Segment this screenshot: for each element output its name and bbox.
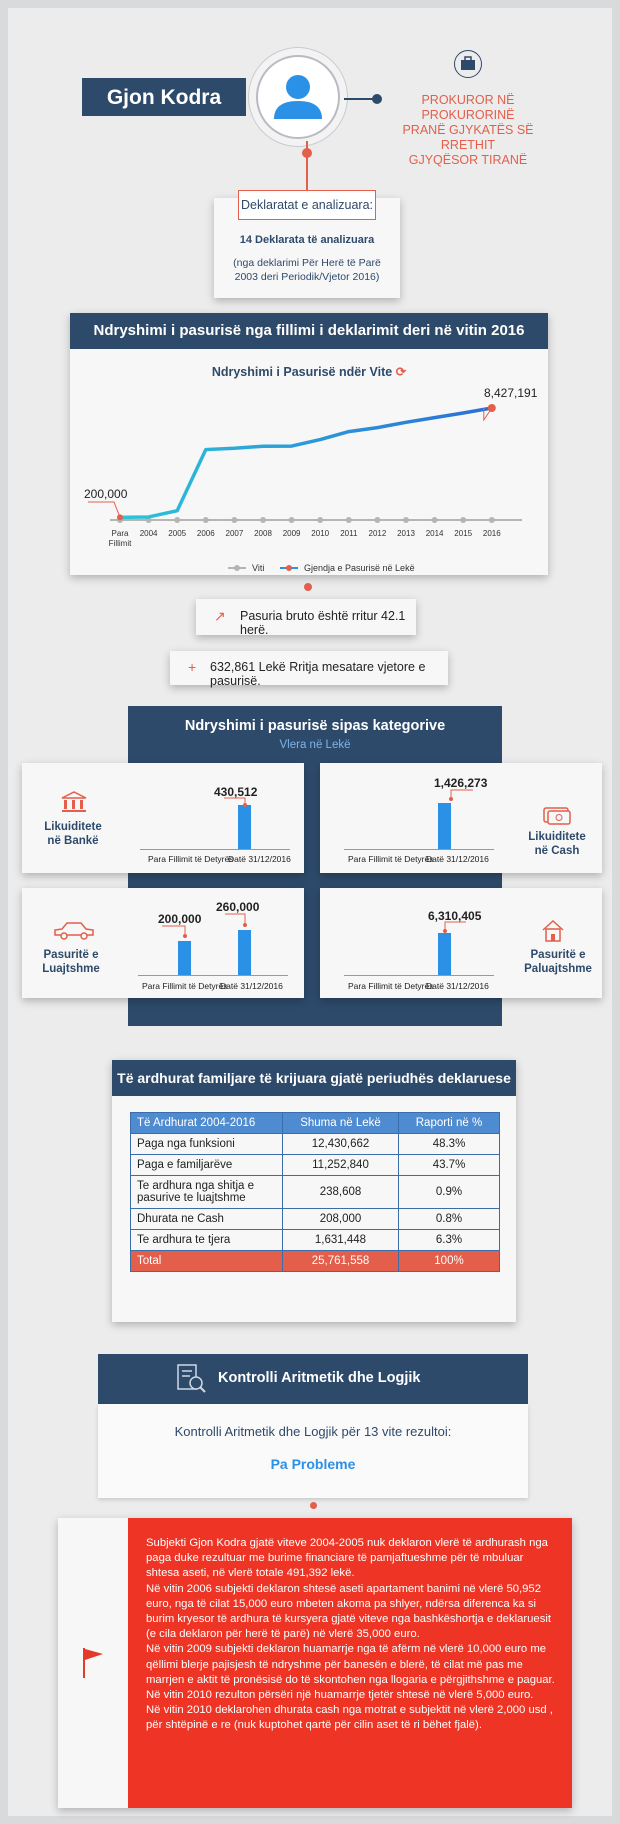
x-tick-label: 2011 [340,529,358,538]
vehicles-bar-end [238,930,251,975]
legend-marker-years [234,565,240,571]
table-cell: Paga nga funksioni [131,1134,283,1155]
bank-callout [223,796,253,808]
bank-label: Likuiditete në Bankë [44,821,102,847]
x-tick-label: 2006 [196,529,215,538]
x-tick-label: 2009 [282,529,301,538]
realestate-bar-end [438,933,451,975]
table-cell: Te ardhura te tjera [131,1230,283,1251]
year-point [174,517,180,523]
briefcase-icon [454,50,482,78]
year-point [432,517,438,523]
category-title: Ndryshimi i pasurisë sipas kategorive [184,718,446,734]
declarations-label: Deklaratat e analizuara: [238,190,376,220]
table-cell: 100% [399,1251,500,1272]
table-cell: 238,608 [283,1176,399,1209]
income-header-row [131,1113,500,1134]
table-cell: 208,000 [283,1209,399,1230]
table-cell: 11,252,840 [283,1155,399,1176]
col-header: Të Ardhurat 2004-2016 [131,1113,283,1134]
refresh-icon: ⟳ [395,365,407,379]
realestate-label: Pasuritë e Paluajtshme [524,949,592,975]
findings-text: Subjekti Gjon Kodra gjatë viteve 2004-2005 nuk deklaron vlerë të ardhurash nga paga duke rezultuar me burime financiare të pamjaftueshme për të mbuluar shtesa aseti, në vlerë totale 491,392 lekë. Në vitin 2006 subjekti deklaron shtesë aseti apartament banimi në vlerë 50,952 euro, nga të cilat 15,000 euro mbeten akoma pa shlyer, ndërsa diferenca ka si burim kryesor të ardhura të kursyera gjatë viteve nga bashkëshortja e deklaruesit (e cila deklaron për herë të parë) në vlerë 35,000 euro. Në vitin 2009 subjekti deklaron huamarrje nga të afërm në vlerë 10,000 euro me qëllimi blerje pajisjesh të ndryshme për banesën e blerë, të cilat më pas me marrjen e aktit të pronësisë do të skontohen nga llogaria e përgjithshme e paguar. Në vitin 2010 rezulton përsëri një huamarrje tjetër shtesë në vlerë 5,000 euro. Në vitin 2010 deklarohen dhurata cash nga motrat e subjektit në vlerë 2,000 usd , për shtëpinë e re (nuk kuptohet qartë për cilin aset të ri bëhet fjalë). [146,1537,555,1732]
cash-callout [443,788,483,802]
wealth-line-chart [70,378,548,578]
control-title: Kontrolli Aritmetik dhe Logjik [218,1370,421,1386]
cash-bar-end [438,803,451,849]
x-tick-label: 2013 [397,529,415,538]
income-table [130,1112,500,1272]
cash-label: Likuiditete në Cash [528,831,586,857]
year-point [317,517,323,523]
table-cell: 0.9% [399,1176,500,1209]
connector-dot [310,1502,317,1509]
start-callout [88,502,120,517]
legend-label-years: Viti [252,563,265,573]
bank-bar-end [238,805,251,849]
x-tick-label: 2015 [454,529,473,538]
table-cell: 43.7% [399,1155,500,1176]
table-cell: Total [131,1251,283,1272]
cash-icon [542,804,572,831]
x-tick-label: 2016 [482,529,501,538]
table-cell: Te ardhura nga shitja e pasurive te luajtshme [131,1176,283,1209]
vehicles-xlabel-end: Datë 31/12/2016 [220,981,283,991]
car-icon [52,920,96,947]
x-tick-label: 2005 [168,529,187,538]
connector-dot [302,148,312,158]
table-row [131,1176,500,1209]
x-tick-label-line2: Fillimit [108,539,132,548]
col-header: Shuma në Lekë [283,1113,399,1134]
chart-subtitle: Ndryshimi i Pasurisë ndër Vite ⟳ [211,365,407,379]
table-row [131,1155,500,1176]
table-cell: 0.8% [399,1209,500,1230]
realestate-xlabel-start: Para Fillimit të Detyrës [348,981,434,991]
declarations-note: (nga deklarimi Për Herë të Parë 2003 deri Periodik/Vjetor 2016) [233,257,381,283]
year-point [489,517,495,523]
x-tick-label: 2004 [139,529,158,538]
cash-value: 1,426,273 [434,776,488,790]
start-value-label: 200,000 [84,487,128,501]
vehicles-value-end: 260,000 [216,900,260,914]
declarations-count: 14 Deklarata të analizuara [239,234,375,246]
house-icon [540,918,566,949]
vehicles-axis [138,975,288,976]
year-point [403,517,409,523]
table-row [131,1209,500,1230]
cash-xlabel-end: Datë 31/12/2016 [426,854,489,864]
bank-value: 430,512 [214,785,258,799]
year-point [346,517,352,523]
legend-label-wealth: Gjendja e Pasurisë në Lekë [304,563,415,573]
x-tick-label: 2012 [368,529,387,538]
trend-up-icon: ↗ [214,608,226,624]
wealth-series-line [120,408,492,517]
person-name: Gjon Kodra [106,86,222,109]
growth-fact-1: ↗ Pasuria bruto është rritur 42.1 herë. [196,599,416,635]
year-point [374,517,380,523]
flag-icon [80,1646,106,1685]
table-cell: Paga e familjarëve [131,1155,283,1176]
vehicles-xlabel-start: Para Fillimit të Detyrës [142,981,228,991]
control-card [98,1404,528,1498]
table-cell: 1,631,448 [283,1230,399,1251]
year-point [460,517,466,523]
control-text: Kontrolli Aritmetik dhe Logjik për 13 vite rezultoi: [174,1424,452,1439]
x-tick-label: 2014 [425,529,444,538]
x-tick-label: Para [111,529,129,538]
table-cell: Dhurata ne Cash [131,1209,283,1230]
vehicles-callout-end [223,911,253,929]
table-cell: 6.3% [399,1230,500,1251]
bank-xlabel-end: Datë 31/12/2016 [228,854,291,864]
cash-axis [344,849,494,850]
col-header: Raporti në % [399,1113,500,1134]
growth-fact-2: + 632,861 Lekë Rritja mesatare vjetore e pasurisë. [170,651,448,685]
wealth-chart-title: Ndryshimi i pasurisë nga fillimi i deklarimit deri në vitin 2016 [70,313,548,349]
bank-xlabel-start: Para Fillimit të Detyrës [148,854,234,864]
document-search-icon [174,1362,208,1401]
table-cell: 25,761,558 [283,1251,399,1272]
cash-xlabel-start: Para Fillimit të Detyrës [348,854,434,864]
user-icon [258,57,338,137]
connector-dot [304,583,312,591]
vehicles-callout-start [160,923,200,939]
vehicles-bar-start [178,941,191,975]
position-title: PROKUROR NË PROKURORINË PRANË GJYKATËS SË RRETHIT GJYQËSOR TIRANË [402,93,534,167]
x-tick-label: 2008 [254,529,272,538]
x-tick-label: 2010 [311,529,330,538]
avatar [256,55,340,139]
end-value-label: 8,427,191 [484,386,538,400]
control-result: Pa Probleme [270,1456,356,1472]
category-subtitle: Vlera në Lekë [279,739,351,751]
table-row [131,1230,500,1251]
table-cell: 48.3% [399,1134,500,1155]
connector-line [344,98,374,100]
year-point [289,517,295,523]
connector-dot [372,94,382,104]
year-point [231,517,237,523]
plus-icon: + [188,659,197,675]
realestate-callout [436,920,476,934]
realestate-xlabel-end: Datë 31/12/2016 [426,981,489,991]
realestate-value: 6,310,405 [428,909,482,923]
bank-icon [60,790,88,819]
year-point [203,517,209,523]
vehicles-label: Pasuritë e Luajtshme [42,949,100,975]
income-title: Të ardhurat familjare të krijuara gjatë periudhës deklaruese [112,1060,516,1096]
page [8,8,612,1816]
table-cell: 12,430,662 [283,1134,399,1155]
legend-marker-wealth [286,565,292,571]
realestate-axis [344,975,494,976]
table-row [131,1134,500,1155]
x-tick-label: 2007 [225,529,244,538]
year-point [260,517,266,523]
vehicles-value-start: 200,000 [158,912,202,926]
bank-axis [140,849,290,850]
table-total-row [131,1251,500,1272]
